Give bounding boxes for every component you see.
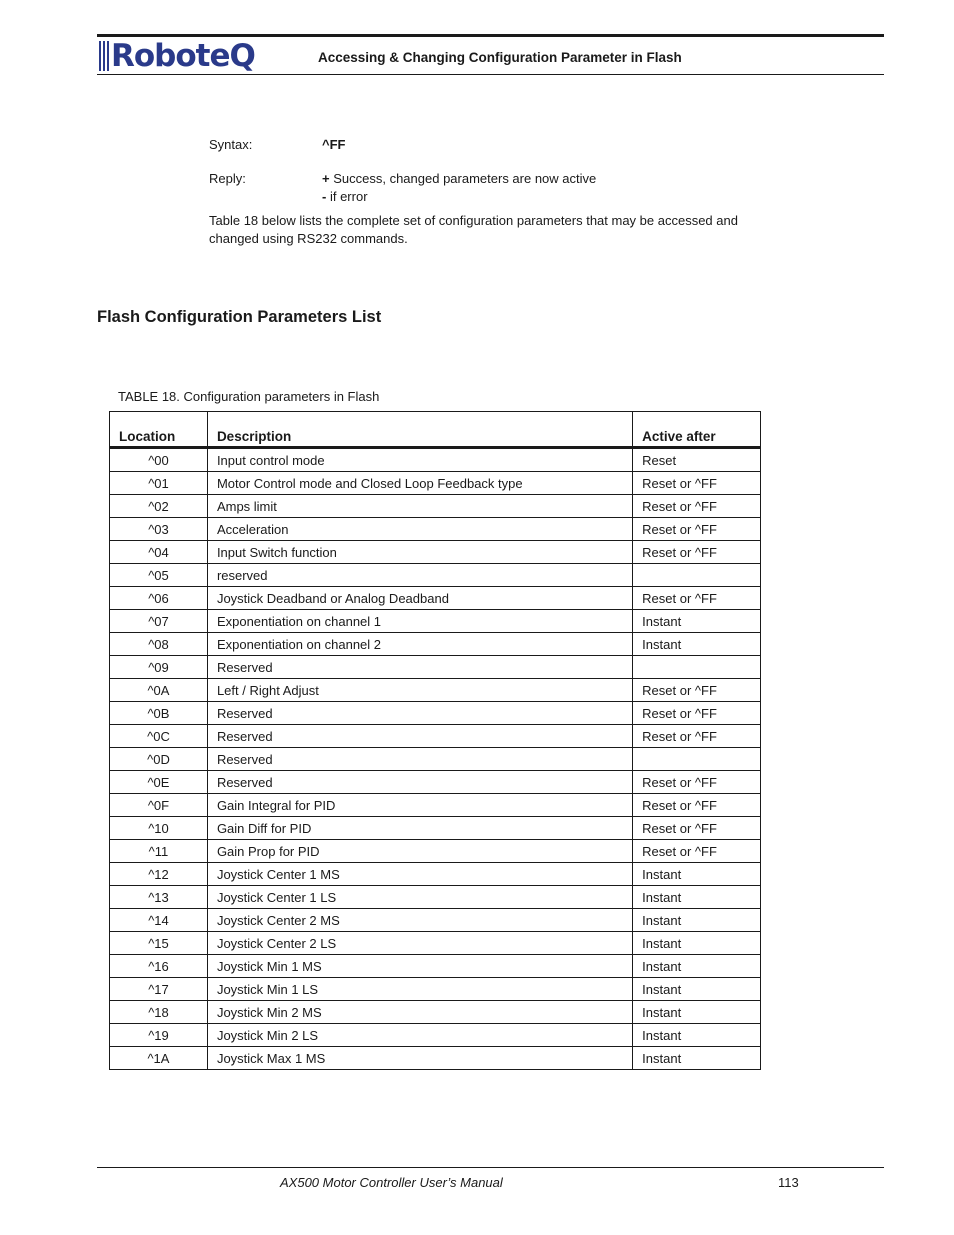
syntax-label: Syntax:	[209, 137, 253, 152]
description-cell: Reserved	[207, 656, 632, 679]
section-title: Flash Configuration Parameters List	[97, 308, 382, 326]
roboteq-logo	[99, 38, 255, 74]
location-cell: ^08	[110, 633, 208, 656]
active-after-cell: Instant	[633, 978, 761, 1001]
active-after-cell: Reset or ^FF	[633, 817, 761, 840]
location-cell: ^0D	[110, 748, 208, 771]
table-row	[110, 564, 761, 587]
table-row	[110, 1001, 761, 1024]
description-cell: reserved	[207, 564, 632, 587]
table-row	[110, 909, 761, 932]
table-row	[110, 1024, 761, 1047]
location-cell: ^09	[110, 656, 208, 679]
table-row	[110, 955, 761, 978]
description-cell: Joystick Min 1 LS	[207, 978, 632, 1001]
location-cell: ^00	[110, 448, 208, 472]
location-cell: ^0E	[110, 771, 208, 794]
active-after-cell: Reset	[633, 448, 761, 472]
description-cell: Reserved	[207, 771, 632, 794]
location-cell: ^16	[110, 955, 208, 978]
active-after-cell: Reset or ^FF	[633, 518, 761, 541]
description-cell: Motor Control mode and Closed Loop Feedback type	[207, 472, 632, 495]
reply-error-symbol: -	[322, 189, 327, 204]
active-after-cell: Reset or ^FF	[633, 725, 761, 748]
location-cell: ^17	[110, 978, 208, 1001]
description-cell: Joystick Min 1 MS	[207, 955, 632, 978]
location-cell: ^0F	[110, 794, 208, 817]
location-cell: ^1A	[110, 1047, 208, 1070]
table-row	[110, 794, 761, 817]
syntax-command: ^FF	[322, 137, 346, 152]
active-after-cell: Instant	[633, 886, 761, 909]
logo-bars-icon	[99, 41, 109, 71]
description-cell: Joystick Deadband or Analog Deadband	[207, 587, 632, 610]
table-body	[110, 448, 761, 1070]
column-header-location: Location	[110, 412, 208, 448]
description-cell: Reserved	[207, 748, 632, 771]
logo-text: RoboteQ	[111, 38, 255, 74]
description-cell: Joystick Center 1 MS	[207, 863, 632, 886]
column-header-description: Description	[207, 412, 632, 448]
active-after-cell: Instant	[633, 932, 761, 955]
table-header-row	[110, 412, 761, 448]
reply-success-text: Success, changed parameters are now active	[333, 171, 597, 186]
table-caption	[118, 389, 379, 404]
active-after-cell: Reset or ^FF	[633, 771, 761, 794]
reply-label: Reply:	[209, 171, 246, 186]
table-row	[110, 656, 761, 679]
table-caption-text: Configuration parameters in Flash	[183, 389, 380, 404]
description-cell: Reserved	[207, 702, 632, 725]
table-row	[110, 771, 761, 794]
header-rule	[97, 74, 884, 75]
table-row	[110, 472, 761, 495]
footer-page-number: 113	[778, 1175, 799, 1190]
description-cell: Input Switch function	[207, 541, 632, 564]
table-row	[110, 610, 761, 633]
active-after-cell	[633, 564, 761, 587]
active-after-cell: Instant	[633, 909, 761, 932]
location-cell: ^18	[110, 1001, 208, 1024]
table-row	[110, 541, 761, 564]
description-cell: Acceleration	[207, 518, 632, 541]
description-cell: Amps limit	[207, 495, 632, 518]
location-cell: ^02	[110, 495, 208, 518]
active-after-cell: Instant	[633, 1047, 761, 1070]
description-cell: Reserved	[207, 725, 632, 748]
description-cell: Joystick Center 2 MS	[207, 909, 632, 932]
table-caption-prefix: TABLE 18.	[118, 389, 180, 404]
footer-manual-title: AX500 Motor Controller User’s Manual	[280, 1175, 503, 1190]
location-cell: ^19	[110, 1024, 208, 1047]
active-after-cell: Reset or ^FF	[633, 679, 761, 702]
active-after-cell: Reset or ^FF	[633, 794, 761, 817]
description-cell: Gain Integral for PID	[207, 794, 632, 817]
active-after-cell: Instant	[633, 1001, 761, 1024]
table-row	[110, 840, 761, 863]
location-cell: ^01	[110, 472, 208, 495]
active-after-cell: Reset or ^FF	[633, 495, 761, 518]
location-cell: ^0C	[110, 725, 208, 748]
active-after-cell: Instant	[633, 955, 761, 978]
reply-error-text: if error	[329, 189, 368, 204]
table-row	[110, 633, 761, 656]
description-cell: Exponentiation on channel 1	[207, 610, 632, 633]
active-after-cell	[633, 656, 761, 679]
location-cell: ^04	[110, 541, 208, 564]
table-row	[110, 448, 761, 472]
location-cell: ^10	[110, 817, 208, 840]
table-row	[110, 978, 761, 1001]
active-after-cell: Instant	[633, 1024, 761, 1047]
active-after-cell: Reset or ^FF	[633, 840, 761, 863]
location-cell: ^13	[110, 886, 208, 909]
location-cell: ^14	[110, 909, 208, 932]
reply-success-line	[322, 171, 596, 186]
description-cell: Joystick Min 2 MS	[207, 1001, 632, 1024]
active-after-cell: Instant	[633, 863, 761, 886]
footer-rule	[97, 1167, 884, 1168]
description-cell: Joystick Center 1 LS	[207, 886, 632, 909]
description-cell: Gain Prop for PID	[207, 840, 632, 863]
description-cell: Input control mode	[207, 448, 632, 472]
location-cell: ^12	[110, 863, 208, 886]
location-cell: ^15	[110, 932, 208, 955]
intro-paragraph: Table 18 below lists the complete set of configuration parameters that may be accessed and changed using RS232 commands.	[209, 213, 738, 246]
location-cell: ^05	[110, 564, 208, 587]
table-row	[110, 817, 761, 840]
active-after-cell: Instant	[633, 633, 761, 656]
location-cell: ^03	[110, 518, 208, 541]
table-row	[110, 1047, 761, 1070]
config-parameters-table	[109, 411, 761, 1070]
description-cell: Joystick Max 1 MS	[207, 1047, 632, 1070]
location-cell: ^0A	[110, 679, 208, 702]
table-row	[110, 495, 761, 518]
table-row	[110, 748, 761, 771]
table-row	[110, 702, 761, 725]
description-cell: Joystick Min 2 LS	[207, 1024, 632, 1047]
active-after-cell: Reset or ^FF	[633, 472, 761, 495]
table-row	[110, 863, 761, 886]
table-row	[110, 679, 761, 702]
table-row	[110, 725, 761, 748]
description-cell: Gain Diff for PID	[207, 817, 632, 840]
location-cell: ^07	[110, 610, 208, 633]
active-after-cell: Instant	[633, 610, 761, 633]
active-after-cell: Reset or ^FF	[633, 587, 761, 610]
table-row	[110, 587, 761, 610]
location-cell: ^11	[110, 840, 208, 863]
reply-error-line	[322, 189, 368, 204]
location-cell: ^0B	[110, 702, 208, 725]
header-top-rule	[97, 34, 884, 37]
active-after-cell	[633, 748, 761, 771]
description-cell: Exponentiation on channel 2	[207, 633, 632, 656]
reply-success-symbol: +	[322, 171, 330, 186]
table-row	[110, 886, 761, 909]
table-row	[110, 932, 761, 955]
column-header-active-after: Active after	[633, 412, 761, 448]
active-after-cell: Reset or ^FF	[633, 541, 761, 564]
location-cell: ^06	[110, 587, 208, 610]
description-cell: Joystick Center 2 LS	[207, 932, 632, 955]
active-after-cell: Reset or ^FF	[633, 702, 761, 725]
table-row	[110, 518, 761, 541]
description-cell: Left / Right Adjust	[207, 679, 632, 702]
running-header-title: Accessing & Changing Configuration Parameter in Flash	[318, 50, 682, 65]
